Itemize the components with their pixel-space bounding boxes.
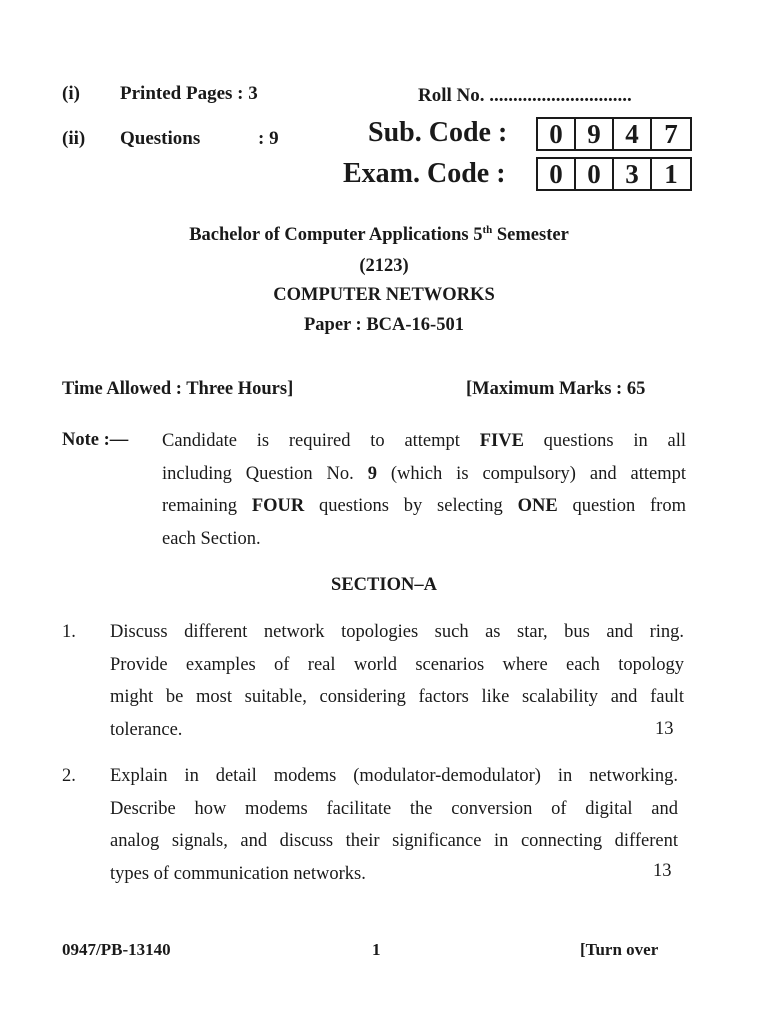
note-label: Note :— <box>62 430 129 450</box>
printed-pages-label: Printed Pages : 3 <box>120 83 258 104</box>
exam-code-label: Exam. Code : <box>343 158 506 189</box>
page-number: 1 <box>372 940 381 959</box>
question-marks: 13 <box>655 719 674 739</box>
printed-pages-number: (i) <box>62 83 80 104</box>
roll-no-field: Roll No. .............................. <box>418 85 632 106</box>
question-line: analog signals, and discuss their significance in connecting different <box>110 831 678 851</box>
note-line: Candidate is required to attempt FIVE questions in all <box>162 431 686 451</box>
question-number: 1. <box>62 622 76 642</box>
sub-code-digit: 7 <box>664 118 678 149</box>
question-line: tolerance. <box>110 719 183 740</box>
note-line: remaining FOUR questions by selecting ONE question from <box>162 496 686 516</box>
question-line: Describe how modems facilitate the conversion of digital and <box>110 798 678 819</box>
exam-code-digit: 3 <box>614 159 652 189</box>
turn-over-note: [Turn over <box>580 940 659 959</box>
question-marks: 13 <box>653 861 672 881</box>
question-line: Provide examples of real world scenarios where each topology <box>110 654 684 675</box>
subject-title: COMPUTER NETWORKS <box>273 285 495 305</box>
sub-code-digit: 4 <box>614 119 652 149</box>
question-text <box>110 760 678 890</box>
question-line: might be most suitable, considering factors like scalability and fault <box>110 687 684 707</box>
maximum-marks: [Maximum Marks : 65 <box>466 379 646 399</box>
section-heading: SECTION–A <box>331 575 437 595</box>
course-code: (2123) <box>359 256 409 276</box>
question-number: 2. <box>62 766 76 786</box>
note-text <box>162 425 686 555</box>
question-line: types of communication networks. <box>110 863 366 884</box>
footer-code: 0947/PB-13140 <box>62 940 171 959</box>
note-line: including Question No. 9 (which is compulsory) and attempt <box>162 463 686 484</box>
sub-code-digit: 0 <box>538 119 576 149</box>
exam-code-digit: 0 <box>538 159 576 189</box>
question-line: Discuss different network topologies such as star, bus and ring. <box>110 622 684 642</box>
paper-code: Paper : BCA-16-501 <box>304 315 464 335</box>
sub-code-digit: 9 <box>576 119 614 149</box>
question-text <box>110 616 684 746</box>
question-line: Explain in detail modems (modulator-demodulator) in networking. <box>110 766 678 786</box>
course-title: Bachelor of Computer Applications 5th Semester <box>189 224 569 246</box>
time-allowed: Time Allowed : Three Hours] <box>62 379 294 399</box>
questions-label: Questions <box>120 128 201 149</box>
exam-code-digit: 1 <box>664 158 678 189</box>
exam-code-boxes <box>536 157 692 191</box>
exam-code-digit: 0 <box>576 159 614 189</box>
questions-number: (ii) <box>62 128 86 149</box>
sub-code-boxes <box>536 117 692 151</box>
sub-code-label: Sub. Code : <box>368 117 508 148</box>
course-title-superscript: th <box>482 224 493 236</box>
questions-value: : 9 <box>258 128 279 149</box>
note-line: each Section. <box>162 528 261 549</box>
